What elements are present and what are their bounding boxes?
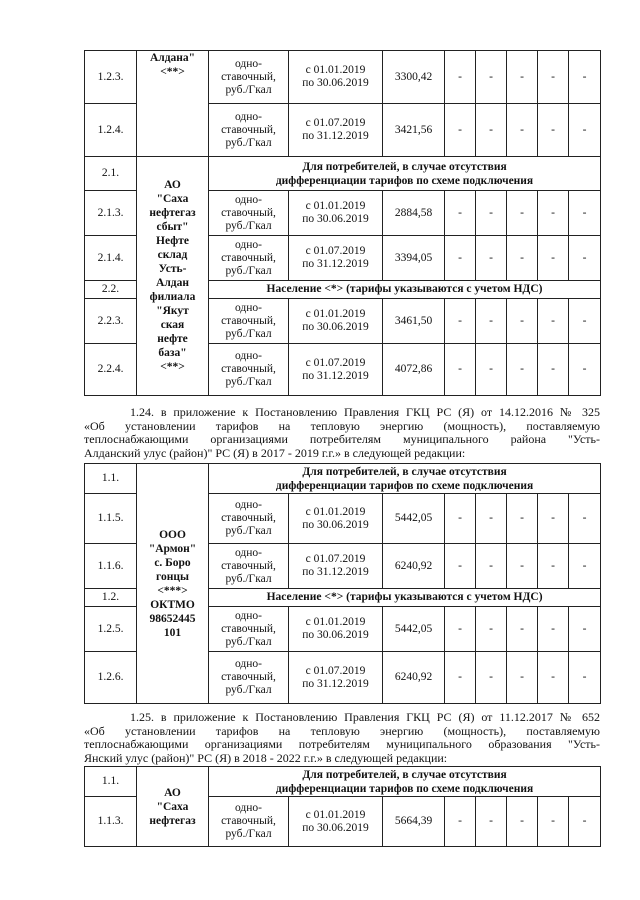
empty-value-dash: - xyxy=(445,104,476,157)
tariff-period: с 01.01.2019 по 30.06.2019 xyxy=(289,299,383,344)
empty-value-dash: - xyxy=(507,299,538,344)
tariff-value: 3394,05 xyxy=(383,236,445,281)
empty-value-dash: - xyxy=(538,544,569,589)
empty-value-dash: - xyxy=(476,191,507,236)
consumer-group-header: Население <*> (тарифы указываются с учетом НДС) xyxy=(209,589,601,607)
empty-value-dash: - xyxy=(445,299,476,344)
tariff-value: 2884,58 xyxy=(383,191,445,236)
tariff-value: 5442,05 xyxy=(383,607,445,652)
table-row xyxy=(85,157,601,191)
empty-value-dash: - xyxy=(569,299,601,344)
tariff-period: с 01.01.2019 по 30.06.2019 xyxy=(289,797,383,847)
tariff-period: с 01.07.2019 по 31.12.2019 xyxy=(289,104,383,157)
tariff-type: одно- ставочный, руб./Гкал xyxy=(209,797,289,847)
tariff-type: одно- ставочный, руб./Гкал xyxy=(209,104,289,157)
tariff-period: с 01.01.2019 по 30.06.2019 xyxy=(289,494,383,544)
consumer-group-header: Для потребителей, в случае отсутствия дифференциации тарифов по схеме подключения xyxy=(209,464,601,494)
empty-value-dash: - xyxy=(507,344,538,396)
empty-value-dash: - xyxy=(445,494,476,544)
tariff-type: одно- ставочный, руб./Гкал xyxy=(209,494,289,544)
tariff-period: с 01.01.2019 по 30.06.2019 xyxy=(289,51,383,104)
empty-value-dash: - xyxy=(445,51,476,104)
empty-value-dash: - xyxy=(445,191,476,236)
tariff-type: одно- ставочный, руб./Гкал xyxy=(209,344,289,396)
empty-value-dash: - xyxy=(569,191,601,236)
empty-value-dash: - xyxy=(538,494,569,544)
paragraph-line: теплоснабжающими организациями потребителям муниципального района "Усть- xyxy=(84,433,600,447)
paragraph-line: «Об установлении тарифов на тепловую энергию (мощность), поставляемую xyxy=(84,724,600,738)
empty-value-dash: - xyxy=(507,607,538,652)
empty-value-dash: - xyxy=(507,544,538,589)
tariff-period: с 01.07.2019 по 31.12.2019 xyxy=(289,344,383,396)
empty-value-dash: - xyxy=(445,544,476,589)
empty-value-dash: - xyxy=(507,51,538,104)
paragraph-line: Янский улус (район)" РС (Я) в 2018 - 2022 г.г.» в следующей редакции: xyxy=(84,751,448,765)
empty-value-dash: - xyxy=(507,494,538,544)
tariff-period: с 01.01.2019 по 30.06.2019 xyxy=(289,607,383,652)
empty-value-dash: - xyxy=(538,299,569,344)
tariff-type: одно- ставочный, руб./Гкал xyxy=(209,236,289,281)
empty-value-dash: - xyxy=(476,652,507,704)
empty-value-dash: - xyxy=(445,607,476,652)
organization-name: ООО "Армон" с. Боро гонцы <***> ОКТМО 98652445 101 xyxy=(137,464,209,704)
tariff-type: одно- ставочный, руб./Гкал xyxy=(209,544,289,589)
empty-value-dash: - xyxy=(569,607,601,652)
row-number: 2.2.3. xyxy=(85,299,137,344)
consumer-group-header: Для потребителей, в случае отсутствия дифференциации тарифов по схеме подключения xyxy=(209,767,601,797)
empty-value-dash: - xyxy=(476,544,507,589)
table-row xyxy=(85,464,601,494)
empty-value-dash: - xyxy=(445,652,476,704)
empty-value-dash: - xyxy=(538,51,569,104)
tariff-table-2 xyxy=(84,463,601,704)
row-number: 1.1. xyxy=(85,767,137,797)
empty-value-dash: - xyxy=(538,797,569,847)
tariff-value: 5664,39 xyxy=(383,797,445,847)
empty-value-dash: - xyxy=(538,104,569,157)
empty-value-dash: - xyxy=(569,104,601,157)
tariff-table-3 xyxy=(84,766,601,847)
consumer-group-header: Для потребителей, в случае отсутствия дифференциации тарифов по схеме подключения xyxy=(209,157,601,191)
empty-value-dash: - xyxy=(507,236,538,281)
tariff-period: с 01.01.2019 по 30.06.2019 xyxy=(289,191,383,236)
empty-value-dash: - xyxy=(538,607,569,652)
organization-name: АО "Саха нефтегаз xyxy=(137,767,209,847)
paragraph-line: теплоснабжающими организациями потребителям муниципального образования "Усть- xyxy=(84,738,600,752)
paragraph-1-25 xyxy=(84,711,600,765)
row-number: 2.2. xyxy=(85,281,137,299)
empty-value-dash: - xyxy=(569,51,601,104)
table-row xyxy=(85,767,601,797)
empty-value-dash: - xyxy=(507,652,538,704)
empty-value-dash: - xyxy=(476,299,507,344)
empty-value-dash: - xyxy=(569,494,601,544)
empty-value-dash: - xyxy=(476,797,507,847)
paragraph-line: 1.25. в приложение к Постановлению Правления ГКЦ РС (Я) от 11.12.2017 № 652 xyxy=(130,711,600,724)
table-row xyxy=(85,51,601,104)
empty-value-dash: - xyxy=(538,236,569,281)
empty-value-dash: - xyxy=(569,236,601,281)
empty-value-dash: - xyxy=(476,236,507,281)
paragraph-line: Алданский улус (район)" РС (Я) в 2017 - 2019 г.г.» в следующей редакции: xyxy=(84,446,466,460)
empty-value-dash: - xyxy=(445,236,476,281)
empty-value-dash: - xyxy=(569,544,601,589)
empty-value-dash: - xyxy=(507,797,538,847)
tariff-type: одно- ставочный, руб./Гкал xyxy=(209,652,289,704)
empty-value-dash: - xyxy=(538,191,569,236)
tariff-value: 3421,56 xyxy=(383,104,445,157)
row-number: 1.2. xyxy=(85,589,137,607)
empty-value-dash: - xyxy=(445,797,476,847)
empty-value-dash: - xyxy=(507,104,538,157)
empty-value-dash: - xyxy=(538,652,569,704)
row-number: 1.1. xyxy=(85,464,137,494)
empty-value-dash: - xyxy=(476,51,507,104)
tariff-value: 6240,92 xyxy=(383,652,445,704)
tariff-value: 6240,92 xyxy=(383,544,445,589)
row-number: 1.2.6. xyxy=(85,652,137,704)
tariff-value: 3300,42 xyxy=(383,51,445,104)
paragraph-1-24 xyxy=(84,406,600,460)
empty-value-dash: - xyxy=(538,344,569,396)
row-number: 1.2.4. xyxy=(85,104,137,157)
row-number: 1.2.3. xyxy=(85,51,137,104)
tariff-type: одно- ставочный, руб./Гкал xyxy=(209,51,289,104)
row-number: 1.1.3. xyxy=(85,797,137,847)
row-number: 2.2.4. xyxy=(85,344,137,396)
tariff-type: одно- ставочный, руб./Гкал xyxy=(209,299,289,344)
paragraph-line: 1.24. в приложение к Постановлению Правления ГКЦ РС (Я) от 14.12.2016 № 325 xyxy=(130,406,600,419)
paragraph-line: «Об установлении тарифов на тепловую энергию (мощность), поставляемую xyxy=(84,419,600,433)
tariff-value: 4072,86 xyxy=(383,344,445,396)
row-number: 1.1.5. xyxy=(85,494,137,544)
empty-value-dash: - xyxy=(476,494,507,544)
row-number: 2.1.3. xyxy=(85,191,137,236)
row-number: 2.1.4. xyxy=(85,236,137,281)
tariff-period: с 01.07.2019 по 31.12.2019 xyxy=(289,236,383,281)
row-number: 1.2.5. xyxy=(85,607,137,652)
empty-value-dash: - xyxy=(569,652,601,704)
consumer-group-header: Население <*> (тарифы указываются с учетом НДС) xyxy=(209,281,601,299)
empty-value-dash: - xyxy=(476,104,507,157)
row-number: 2.1. xyxy=(85,157,137,191)
empty-value-dash: - xyxy=(476,607,507,652)
empty-value-dash: - xyxy=(476,344,507,396)
organization-name: АО "Саха нефтегаз сбыт" Нефте склад Усть- Алдан филиала "Якут ская нефте база" <**> xyxy=(137,157,209,396)
empty-value-dash: - xyxy=(507,191,538,236)
organization-name: Алдана" <**> xyxy=(137,51,209,157)
tariff-table-1 xyxy=(84,50,601,396)
tariff-type: одно- ставочный, руб./Гкал xyxy=(209,191,289,236)
tariff-value: 3461,50 xyxy=(383,299,445,344)
tariff-period: с 01.07.2019 по 31.12.2019 xyxy=(289,652,383,704)
empty-value-dash: - xyxy=(445,344,476,396)
empty-value-dash: - xyxy=(569,344,601,396)
tariff-value: 5442,05 xyxy=(383,494,445,544)
tariff-type: одно- ставочный, руб./Гкал xyxy=(209,607,289,652)
tariff-period: с 01.07.2019 по 31.12.2019 xyxy=(289,544,383,589)
empty-value-dash: - xyxy=(569,797,601,847)
row-number: 1.1.6. xyxy=(85,544,137,589)
